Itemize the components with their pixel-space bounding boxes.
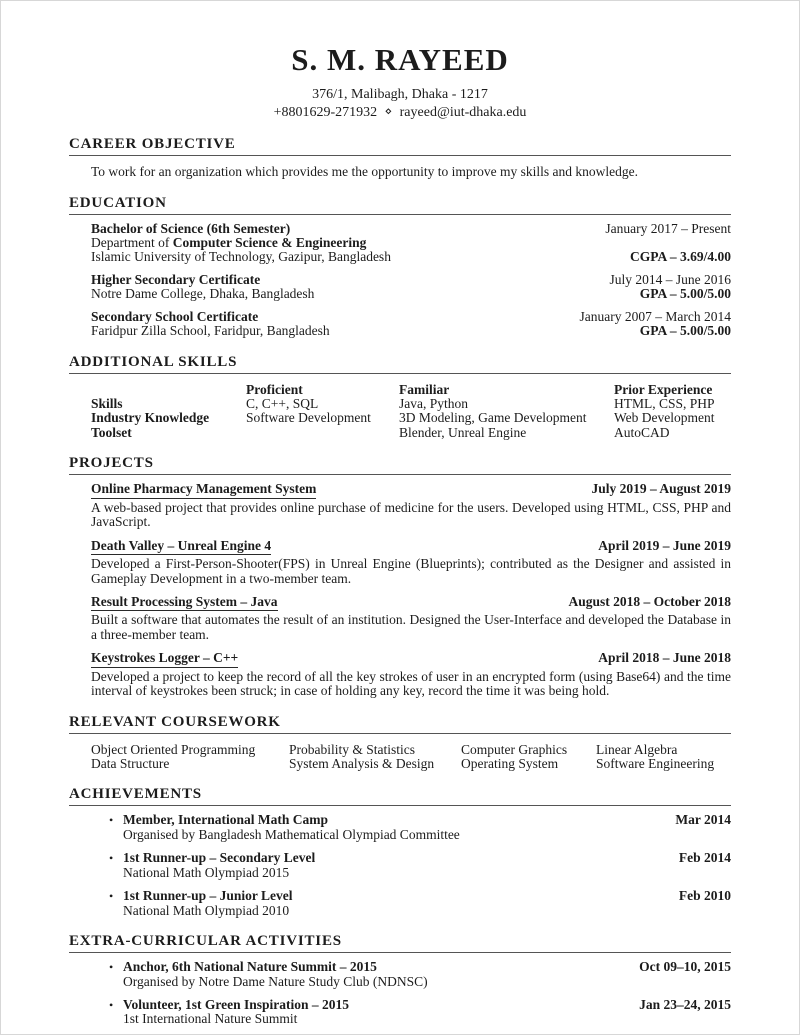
achievement-name: 1st Runner-up – Secondary Level	[123, 850, 316, 866]
skills-row-label: Toolset	[91, 424, 132, 440]
skills-cell: 3D Modeling, Game Development	[399, 410, 587, 426]
extracurricular-detail: 1st International Nature Summit	[123, 1011, 298, 1027]
skills-cell: Blender, Unreal Engine	[399, 424, 527, 440]
education-gpa: GPA – 5.00/5.00	[639, 323, 731, 339]
course-name: Operating System	[461, 756, 559, 772]
skills-cell: AutoCAD	[614, 424, 670, 440]
project-item	[91, 482, 731, 529]
project-item	[91, 651, 731, 698]
achievement-text	[123, 889, 293, 918]
skills-cell: Java, Python	[399, 396, 468, 412]
section-achievements	[69, 786, 731, 918]
skills-row-label: Skills	[91, 396, 123, 412]
skills-header-prior-experience: Prior Experience	[614, 381, 713, 397]
education-item	[91, 222, 731, 265]
achievement-item	[109, 813, 731, 842]
project-head	[91, 482, 731, 498]
education-item-left	[91, 273, 314, 302]
achievement-detail: Organised by Bangladesh Mathematical Olympiad Committee	[123, 826, 460, 842]
project-date: August 2018 – October 2018	[568, 593, 731, 609]
bullet-icon: •	[109, 997, 114, 1012]
career-objective-title: CAREER OBJECTIVE	[69, 136, 731, 156]
achievement-date: Feb 2014	[678, 850, 731, 866]
course-name: Probability & Statistics	[289, 741, 416, 757]
projects-title: PROJECTS	[69, 455, 731, 475]
extracurricular-left	[109, 960, 428, 989]
candidate-name: S. M. RAYEED	[291, 42, 509, 77]
extracurricular-name: Anchor, 6th National Nature Summit – 2015	[123, 959, 377, 975]
achievement-name: 1st Runner-up – Junior Level	[123, 888, 293, 904]
project-head	[91, 539, 731, 555]
bullet-icon: •	[109, 960, 114, 975]
project-name: Keystrokes Logger – C++	[91, 651, 238, 667]
coursework-grid	[91, 741, 731, 772]
project-description: Developed a project to keep the record of all the key strokes of user in an encrypted form (using Base64) and the time interval of keystrokes been struck; in case of holding any key, record the time it was being hold.	[91, 668, 731, 699]
institution-name: Faridpur Zilla School, Faridpur, Bangladesh	[91, 323, 330, 339]
section-education	[69, 195, 731, 339]
education-item-right	[610, 273, 732, 302]
achievement-left	[109, 813, 460, 842]
education-date: January 2017 – Present	[605, 220, 731, 236]
achievements-title: ACHIEVEMENTS	[69, 786, 731, 806]
project-head	[91, 651, 731, 667]
skills-table	[91, 381, 731, 441]
skills-header-familiar: Familiar	[399, 381, 450, 397]
skills-cell	[246, 426, 399, 440]
achievement-left	[109, 889, 293, 918]
phone-number: +8801629-271932	[273, 104, 378, 120]
extracurricular-text	[123, 960, 428, 989]
project-date: April 2019 – June 2019	[598, 537, 731, 553]
extracurricular-detail: Organised by Notre Dame Nature Study Club (NDNSC)	[123, 973, 428, 989]
extracurricular-title: EXTRA-CURRICULAR ACTIVITIES	[69, 933, 731, 953]
coursework-title: RELEVANT COURSEWORK	[69, 714, 731, 734]
skills-cell: C, C++, SQL	[246, 396, 319, 412]
achievement-detail: National Math Olympiad 2015	[123, 864, 290, 880]
extracurricular-item	[109, 998, 731, 1027]
course-name: System Analysis & Design	[289, 756, 435, 772]
bullet-icon: •	[109, 889, 114, 904]
course-name: Object Oriented Programming	[91, 741, 256, 757]
institution-name: Notre Dame College, Dhaka, Bangladesh	[91, 286, 315, 302]
department-line	[91, 236, 391, 250]
skills-cell: HTML, CSS, PHP	[614, 396, 715, 412]
project-name: Online Pharmacy Management System	[91, 482, 316, 498]
extracurricular-left	[109, 998, 349, 1027]
course-name: Linear Algebra	[596, 741, 678, 757]
degree-name: Bachelor of Science (6th Semester)	[91, 220, 291, 236]
skills-cell: Software Development	[246, 410, 371, 426]
education-item-left	[91, 310, 330, 339]
education-item	[91, 273, 731, 302]
education-gpa: GPA – 5.00/5.00	[639, 286, 731, 302]
education-item-right	[580, 310, 731, 339]
extracurricular-text	[123, 998, 349, 1027]
education-title: EDUCATION	[69, 195, 731, 215]
department-name: Computer Science & Engineering	[172, 234, 367, 250]
education-item	[91, 310, 731, 339]
career-objective-text: To work for an organization which provides me the opportunity to improve my skills and knowledge.	[91, 164, 638, 180]
project-name: Death Valley – Unreal Engine 4	[91, 539, 271, 555]
section-additional-skills	[69, 354, 731, 441]
degree-name: Higher Secondary Certificate	[91, 271, 261, 287]
achievement-date: Mar 2014	[675, 812, 731, 828]
achievement-text	[123, 813, 460, 842]
project-date: April 2018 – June 2018	[598, 650, 731, 666]
education-gpa: CGPA – 3.69/4.00	[630, 249, 731, 265]
achievement-text	[123, 851, 315, 880]
section-extracurricular	[69, 933, 731, 1027]
email-address: rayeed@iut-dhaka.edu	[399, 104, 527, 120]
education-item-right	[605, 222, 731, 265]
education-item-left	[91, 222, 391, 265]
degree-name: Secondary School Certificate	[91, 308, 259, 324]
project-description: Developed a First-Person-Shooter(FPS) in Unreal Engine (Blueprints); contributed as the Designer and assisted in Gameplay Development in a two-member team.	[91, 556, 731, 586]
institution-name: Islamic University of Technology, Gazipur, Bangladesh	[91, 249, 391, 265]
extracurricular-date: Jan 23–24, 2015	[639, 996, 731, 1012]
achievement-item	[109, 851, 731, 880]
project-head	[91, 595, 731, 611]
project-item	[91, 539, 731, 586]
skills-header-empty	[91, 383, 246, 397]
bullet-icon: •	[109, 851, 114, 866]
section-career-objective	[69, 136, 731, 179]
additional-skills-title: ADDITIONAL SKILLS	[69, 354, 731, 374]
course-name: Data Structure	[91, 756, 170, 772]
section-coursework	[69, 714, 731, 772]
course-name: Software Engineering	[596, 756, 715, 772]
course-name: Computer Graphics	[461, 741, 568, 757]
contact-line	[69, 104, 731, 122]
achievement-left	[109, 851, 315, 880]
extracurricular-date: Oct 09–10, 2015	[639, 959, 731, 975]
address-line: 376/1, Malibagh, Dhaka - 1217	[312, 87, 488, 103]
project-description: Built a software that automates the result of an institution. Designed the User-Interface and developed the Database in a three-member team.	[91, 612, 731, 642]
skills-header-proficient: Proficient	[246, 381, 303, 397]
resume-header	[69, 43, 731, 121]
achievement-item	[109, 889, 731, 918]
achievement-date: Feb 2010	[678, 888, 731, 904]
section-projects	[69, 455, 731, 698]
extracurricular-item	[109, 960, 731, 989]
achievement-name: Member, International Math Camp	[123, 812, 328, 828]
bullet-icon: •	[109, 813, 114, 828]
project-date: July 2019 – August 2019	[591, 481, 731, 497]
department-prefix: Department of	[91, 234, 173, 250]
education-date: July 2014 – June 2016	[609, 271, 731, 287]
achievement-detail: National Math Olympiad 2010	[123, 902, 290, 918]
skills-row-label: Industry Knowledge	[91, 410, 210, 426]
education-date: January 2007 – March 2014	[579, 308, 731, 324]
project-name: Result Processing System – Java	[91, 595, 278, 611]
project-description: A web-based project that provides online purchase of medicine for the users. Developed using HTML, CSS, PHP and JavaScript.	[91, 499, 731, 530]
diamond-separator-icon: ⋄	[384, 103, 393, 118]
extracurricular-name: Volunteer, 1st Green Inspiration – 2015	[123, 996, 350, 1012]
skills-cell: Web Development	[614, 410, 715, 426]
project-item	[91, 595, 731, 642]
